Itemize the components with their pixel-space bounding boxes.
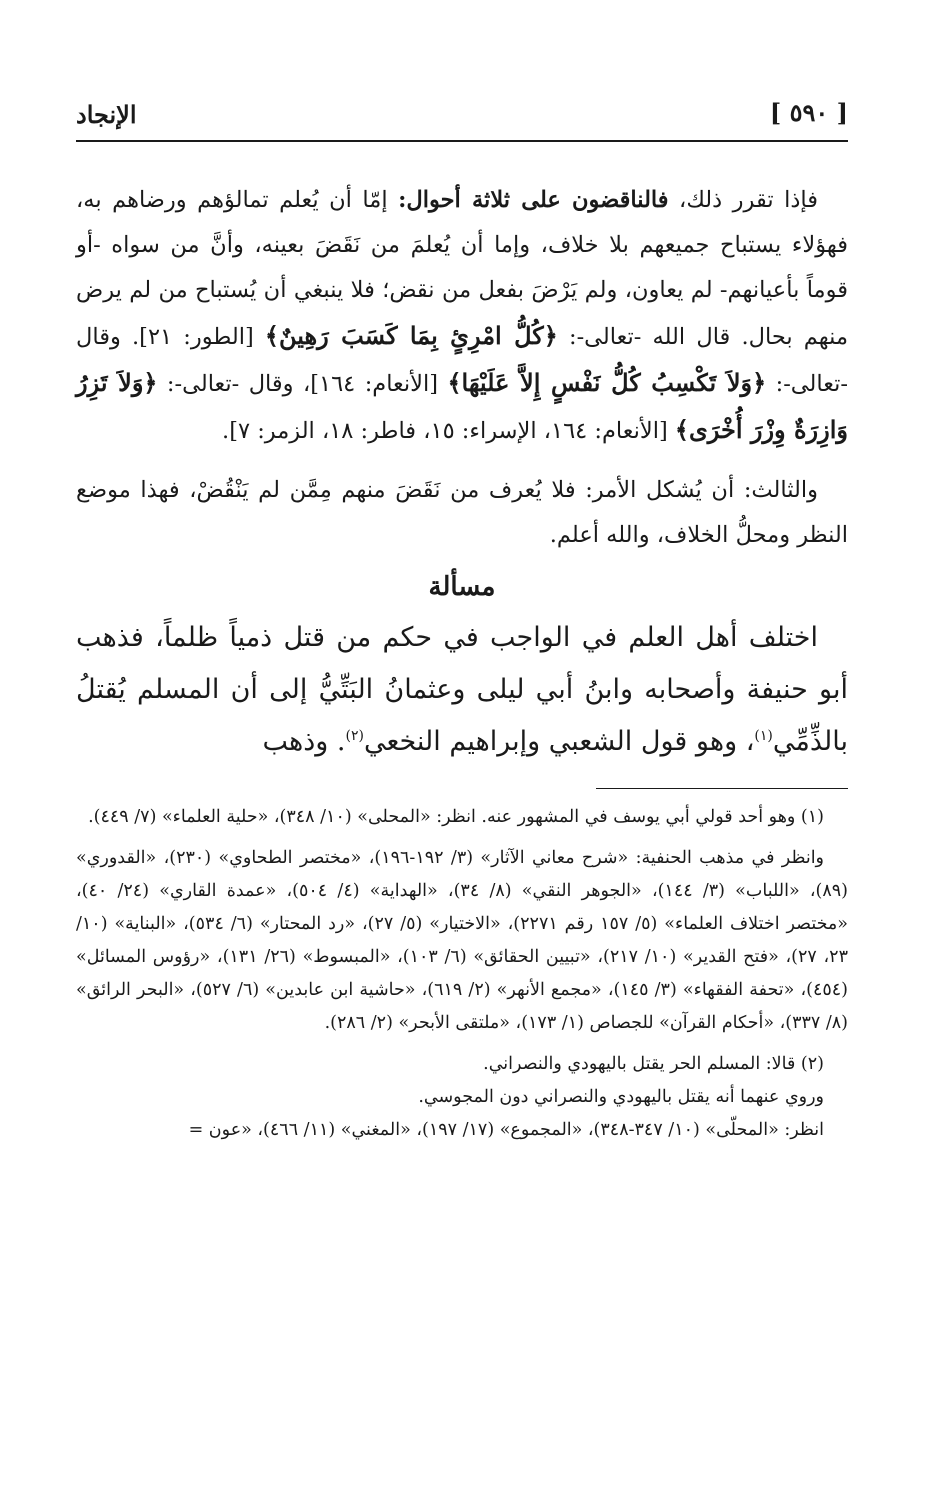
- footnote-1: (١) وهو أحد قولي أبي يوسف في المشهور عنه. انظر: «المحلى» (١٠/ ٣٤٨)، «حلية العلماء» (٧/ ٤٤٩).: [88, 807, 824, 827]
- paragraph-states: [76, 178, 848, 454]
- text-segment: . وذهب: [262, 726, 346, 757]
- footnote-ref-1[interactable]: (١): [754, 728, 773, 744]
- section-paragraph: [76, 612, 848, 768]
- book-title: الإنجاد: [76, 100, 137, 129]
- footnote-divider: [596, 788, 848, 789]
- quran-verse: ﴿وَلاَ تَزِرُ وَازِرَةٌ وِزْرَ أُخْرَى﴾: [76, 368, 848, 444]
- bold-heading: فالناقضون على ثلاثة أحوال:: [398, 187, 669, 213]
- footnote-2-line: انظر: «المحلّى» (١٠/ ٣٤٧-٣٤٨)، «المجموع» (١٧/ ١٩٧)، «المغني» (١١/ ٤٦٦)، «عون =: [188, 1120, 824, 1140]
- quran-verse: ﴿كُلُّ امْرِئٍ بِمَا كَسَبَ رَهِينٌ﴾: [264, 321, 558, 350]
- text-segment: اختلف أهل العلم في الواجب في حكم من قتل ذمياً ظلماً، فذهب أبو حنيفة وأصحابه وابنُ أبي ليلى وعثمانُ البَتِّيُّ إلى أن المسلم يُقتلُ بالذِّمِّي: [76, 622, 848, 757]
- text-segment: ، وهو قول الشعبي وإبراهيم النخعي: [363, 726, 755, 757]
- text-segment: فإذا تقرر ذلك،: [668, 187, 818, 213]
- text-segment: إمّا أن يُعلم تمالؤهم ورضاهم به، فهؤلاء يستباح جميعهم بلا خلاف، وإما أن يُعلمَ من نَقَضَ بعينه، وأنَّ من سواه -أو قوماً بأعيانهم- لم يعاون، ولم يَرْضَ بفعل من نقض؛ فلا ينبغي أن يُستباح من لم يرض منهم بحال. قال الله -تعالى-:: [76, 187, 848, 350]
- footnote-ref-2[interactable]: (٢): [345, 728, 364, 744]
- text-segment: [الأنعام: ١٦٤، الإسراء: ١٥، فاطر: ١٨، الزمر: ٧].: [222, 418, 675, 444]
- page-number: [ ٥٩٠ ]: [769, 98, 848, 127]
- footnote-2: (٢) قالا: المسلم الحر يقتل باليهودي والنصراني.: [483, 1054, 824, 1074]
- text-segment: [الطور: ٢١]. وقال -تعالى-:: [76, 324, 848, 397]
- footnote-2-line: وروي عنهما أنه يقتل باليهودي والنصراني دون المجوسي.: [418, 1087, 824, 1107]
- paragraph-third: والثالث: أن يُشكل الأمر: فلا يُعرف من نَقَضَ منهم مِمَّن لم يَنْقُضْ، فهذا موضع النظر ومحلُّ الخلاف، والله أعلم.: [76, 477, 848, 548]
- page-header: [76, 88, 848, 142]
- footnotes: [76, 801, 848, 1147]
- section-title: مسألة: [428, 572, 496, 602]
- footnote-1-continued: وانظر في مذهب الحنفية: «شرح معاني الآثار» (٣/ ١٩٢-١٩٦)، «مختصر الطحاوي» (٢٣٠)، «القدوري» (٨٩)، «اللباب» (٣/ ١٤٤)، «الجوهر النقي» (٨/ ٣٤)، «الهداية» (٤/ ٥٠٤)، «عمدة القاري» (٢٤/ ٤٠)، «مختصر اختلاف العلماء» (٥/ ١٥٧ رقم ٢٢٧١)، «الاختيار» (٥/ ٢٧)، «رد المحتار» (٦/ ٥٣٤)، «البناية» (١٠/ ٢٣، ٢٧)، «فتح القدير» (١٠/ ٢١٧)، «تبيين الحقائق» (٦/ ١٠٣)، «المبسوط» (٢٦/ ١٣١)، «رؤوس المسائل» (٤٥٤)، «تحفة الفقهاء» (٣/ ١٤٥)، «مجمع الأنهر» (٢/ ٦١٩)، «حاشية ابن عابدين» (٦/ ٥٢٧)، «البحر الرائق» (٨/ ٣٣٧)، «أحكام القرآن» للجصاص (١/ ١٧٣)، «ملتقى الأبحر» (٢/ ٢٨٦).: [76, 848, 848, 1033]
- book-page: [76, 88, 848, 1468]
- quran-verse: ﴿وَلاَ تَكْسِبُ كُلُّ نَفْسٍ إِلاَّ عَلَيْهَا﴾: [447, 368, 767, 397]
- text-segment: [الأنعام: ١٦٤]، وقال -تعالى-:: [157, 371, 448, 397]
- main-text: [76, 178, 848, 558]
